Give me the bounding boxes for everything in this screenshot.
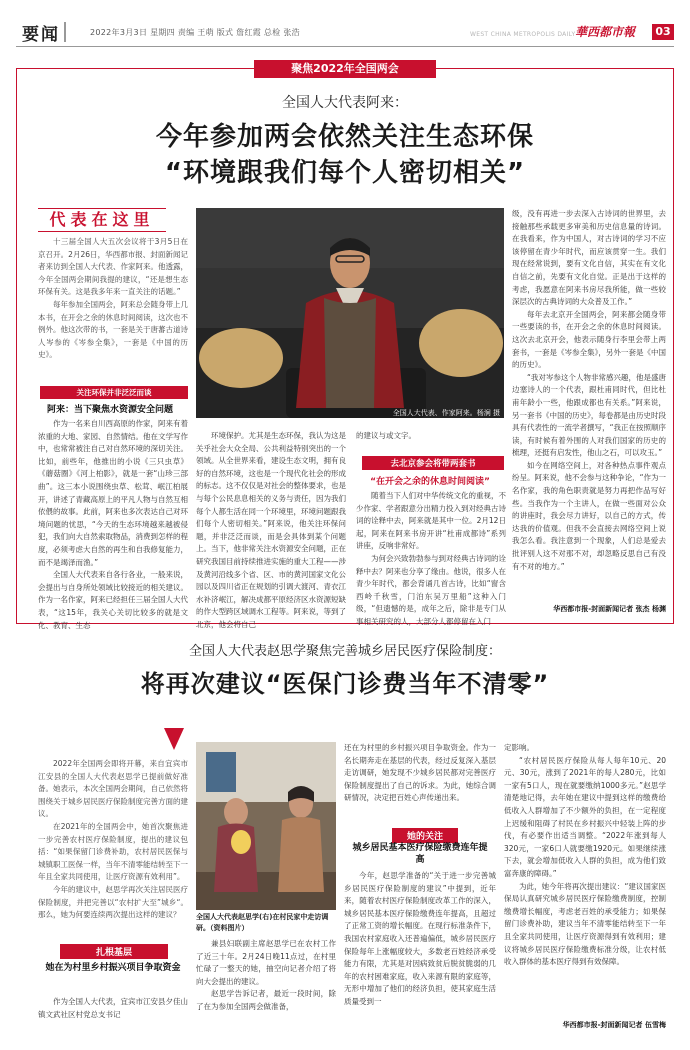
section-name: 要闻 [22,25,60,45]
story2-ornament [34,728,184,750]
story1-col3b-p2: 为何会兴致勃勃参与到对经典古诗词的诠释中去？阿来也分享了缘由。他说，很多人在青少年时代，都会背诵几首古诗，比如“窗含西岭千秋雪，门泊东吴万里船”这种入门级，“但遗憾的是，成年之后，除非是专门从事相关研究的人，大部分人都停留在入门 [356,553,506,626]
story1-col2 [196,430,346,629]
story1-head1: 阿来：当下聚焦水资源安全问题 [46,405,173,415]
story1-col3b [356,490,506,626]
story2-credit: 华西都市报-封面新闻记者 伍雪梅 [562,1021,666,1029]
story2-tag2: 她的关注 [392,828,458,843]
zhao-photo-illustration [196,742,336,910]
story1-intro [38,236,188,384]
story1-col4-p1: 级，没有再进一步去深入古诗词的世界里，去接触那些承载更多审美和历史信息量的诗词。在我看来，作为中国人，对古诗词的学习不应该停留在青少年时代，而应该贯穿一生。我们现在经常说到，要有文化自信，其实在有文化自信之前，先要有文化自觉。正是出于这样的考虑，我愿意在阿来书房尽我所能，做一些较深层次的古典诗词的大众普及工作。” [512,209,666,307]
story1-intro-p1: 十三届全国人大五次会议将于3月5日在京召开。2月26日，华西都市报、封面新闻记者来访到全国人大代表、作家阿来。他透露，今年全国两会期间我提的建议，“还是想生态环保有关。这是我多年来一直关注的话题。” [38,237,188,297]
page-number: 03 [652,24,674,40]
story2-col4-p1: 定影响。 [504,743,534,752]
column-logo-box [38,208,166,232]
story1-head2: “在开会之余的休息时间阅读” [370,477,490,487]
story1-title-line2: “环境跟我们每个人密切相关” [164,158,526,188]
story2-subtitle: 全国人大代表赵思学聚焦完善城乡居民医疗保险制度： [188,644,501,659]
story2-col3b [344,870,496,1032]
zhao-photo-caption: 全国人大代表赵思学(右)在村民家中走访调研。（资料图片） [196,913,329,932]
story2-col3a-p1: 还在为村里的乡村振兴项目争取资金。作为一名长期奔走在基层的代表，经过反复深入基层走访调研，她发现不少城乡居民都对完善医疗保险制度提出了自己的诉求。为此，她综合调研情况，决定把百姓心声传递出来。 [344,743,496,803]
story1-col3a [356,430,506,444]
header-divider [64,22,66,42]
topic-banner: 聚焦2022年全国两会 [254,60,436,78]
story1-col3b-p1: 随着当下人们对中华传统文化的重视，不少作家、学者跟意分出精力投入到对经典古诗词的诠释中去，阿来就是其中一位。2月12日起，阿来在阿来书房开讲“杜甫成都诗”系列讲座，反响非常好。 [356,491,506,551]
alai-photo-caption: 全国人大代表、作家阿来。杨涧 摄 [392,409,500,417]
story2-intro-p1: 2022年全国两会即将开幕，来自宜宾市江安县的全国人大代表赵思学已提前做好准备。她表示，本次全国两会期间，自己依然将围绕关于城乡居民医疗保险制度完善方面的建议。 [38,759,188,819]
story2-intro-p3: 今年的建议中，赵思学再次关注居民医疗保险制度，并把完善以“农村扩大至”城乡“。那么，她为何要连续两次提出这样的建议？ [38,884,188,920]
story2-col1-p1: 作为全国人大代表，宜宾市江安县夕佳山镇文武社区村党总支书记 [38,997,188,1019]
story2-title: 将再次建议“医保门诊费当年不清零” [140,670,550,698]
story2-col3a [344,742,496,824]
story1-title-line1: 今年参加两会依然关注生态环保 [155,122,534,152]
story1-col4-p3: “我对岑参这个人物非常感兴趣，他是盛唐边塞诗人的一个代表，跟杜甫同时代，但比杜甫年龄小一些，他跟成都也有关系。”阿来说，另一套书《中国的历史》，每卷都是由历史时段具有代表性的一流学者撰写，“我正在按照顺序读，有时候有着外围的人对我们国家的历史的梳理，还挺有启发性，他山之石，可以攻玉。” [512,372,666,458]
story1-col4-p2: 每年去北京开全国两会，阿来都会随身带一些要读的书，在开会之余的休息时间阅读。这次去北京开会，他表示随身行李里会带上两套书，一套是《岑参全集》，另外一套是《中国的历史》。 [512,309,666,370]
story2-col2-p2: 赵思学告诉记者，最近一段时间，除了在为参加全国两会做准备， [196,989,336,1011]
story1-col1-p2: 全国人大代表来自各行各业，一般来说，会提出与自身所处领域比较接近的相关建议。作为一名作家，阿来已经担任三届全国人大代表，“这15年，我关心关切比较多的就是文化、教育、生态 [38,570,188,630]
story2-head2: 城乡居民基本医疗保险缴费连年提高 [352,843,488,865]
story2-col2 [196,938,336,1032]
story2-col2-p1: 兼县妇联副主席赵思学已在农村工作了近三十年。2月24日晚11点过，在村里忙碌了一整天的她，抽空向记者介绍了将向大会提出的建议。 [196,939,336,986]
story1-col2-p1: 环境保护。尤其是生态环保，我认为这是关乎社会大众全局、公共利益特别突出的一个领域。从全世界来看，建设生态文明，拥有良好的自然环境，这也是一个现代化社会的形成的标志。这不仅仅是对社会的整体要求，也是与每个公民息息相关的义务与责任，因为我们每个人都生活在同一个环境里，环境问题跟我们每个人密切相关。”阿来说，他关注环保问题，并非泛泛而谈，而是会具体到某个问题上。当下，他非常关注水资源安全问题，正在研究我国目前持续推进实施的重大工程——涉及黄河沿线多个省、区、市的黄河国家文化公园以及四川省正在规划的引调大渡河、青衣江水补济岷江，解决成都平原经济区水资源短缺的作大型跨区域调水工程等。阿来说，等到了北京，他会将自己 [196,431,346,629]
story1-col1 [38,418,188,630]
header-rule [16,46,674,47]
story2-col4-p2: “农村居民医疗保险从每人每年10元、20元、30元，涨到了2021年的每人280元，比如一家有5口人，现在就要缴纳1000多元。”赵思学清楚地记得，去年她在建议中提到这样的缴费给低收入人群增加了不少额外的负担，在一定程度上迟缓和阻碍了村民在乡村振兴中轻装上阵的步伐，有必要作出适当调整。“2022年涨到每人320元，一家6口人就要缴1920元。如果继续涨下去，就会增加低收入人群的负担，成为他们致富奔康的障碍。” [504,755,666,878]
story1-intro-p2: 每年参加全国两会，阿来总会随身带上几本书，在开会之余的休息时间阅读，这次也不例外。他这次带的书，一套是关于唐蕃古道诗人岑参的《岑参全集》，一套是《中国的历史》。 [38,299,188,360]
story1-tag1: 关注环保并非泛泛而谈 [40,386,188,399]
alai-photo-illustration [196,208,504,418]
story1-tag2: 去北京参会将带两套书 [362,456,504,470]
story2-head1: 她在为村里乡村振兴项目争取资金 [45,963,181,973]
story2-col4-p3: 为此，她今年将再次提出建议：“建议国家医保局认真研究城乡居民医疗保险缴费制度，控制缴费增长幅度，考虑老百姓的承受能力；如果保留门诊费补助，建议当年不清零能结转至下一年且全家共同使用，让医疗资源得到有效利用；建议将城乡居民医疗保险缴费标准分级，让农村低收入群体的基本医疗得到有效保障。 [504,881,666,967]
story1-col3a-p1: 的建议与或文字。 [356,431,416,440]
story1-col4 [512,208,666,598]
paper-english-name: WEST CHINA METROPOLIS DAILY [470,31,576,38]
paper-logo: 華西都市報 [575,25,636,39]
story2-col1 [38,996,188,1032]
story1-col1-p1: 作为一名来自川西高原的作家，阿来有着浓重的大地、家园、自然情结。他在文学写作中，也常常被注自己对自然环境的深切关注。比如，前些年，他推出的小说《三只虫草》《蘑菇圈》《河上柏影》，就是一套“山珍三部曲”。这三本小说围绕虫草、松茸、岷江柏展开，讲述了青藏高原上的平凡人物与自然互相依偎的故事。此前，阿来也多次表达自己对环境问题的忧思，“今天的生态环境越来越被侵犯，我们向大自然索取物品，消费到怎样的程度，必须考虑大自然的再生和自我修复能力，而不是竭泽而渔。” [38,419,188,567]
story1-col4-p4: 如今在网络空间上，对各种热点事件观点纷呈。阿来说，他不会参与这种争论，“作为一名作家，我的角色职责就是努力再把作品写好些。当我作为一个主讲人，在做一些面对公众的讲座时，我会尽力讲好，以自己的方式，传达我的价值观。但我不会直接去网络空间上说我怎么看。我注意到一个现象，人们总是爱去批评别人这不对那不对，却忽略反思自己有没有不对的地方。” [512,460,666,571]
zhao-photo [196,742,336,910]
story2-tag1: 扎根基层 [60,944,168,959]
story1-credit: 华西都市报-封面新闻记者 张杰 杨渊 [553,605,666,613]
story2-col3b-p1: 今年，赵思学准备的“关于进一步完善城乡居民医疗保险制度的建议”中提到，近年来，随着农村医疗保险制度改革工作的深入，城乡居民基本医疗保险缴费连年提高，且超过了正常工资的增长幅度。在现行标准条件下，我国农村家庭收入还普遍偏低，城乡居民医疗保险每年上涨幅度较大，多数老百姓经济承受能力有限，尤其是对因病致贫后脱贫脆弱的几年的农村困难家庭，收入来源有限的家庭等，无形中增加了他们的经济负担，使其家庭生活质量受到一 [344,871,496,1006]
story2-col4 [504,742,666,1016]
issue-info: 2022年3月3日 星期四 责编 王萌 版式 詹红霞 总检 张浩 [90,28,300,37]
story1-subtitle: 全国人大代表阿来： [282,95,408,111]
column-logo: 代表在这里 [49,210,155,229]
story2-intro [38,758,188,942]
alai-photo [196,208,504,418]
story2-intro-p2: 在2021年的全国两会中，她首次聚焦进一步完善农村医疗保险制度，提出的建议包括：“如果保留门诊费补助，农村居民医保与城镇职工医保一样，当年不清零能结转至下一年且全家共同使用，让医疗资源有效利用”。 [38,821,188,882]
